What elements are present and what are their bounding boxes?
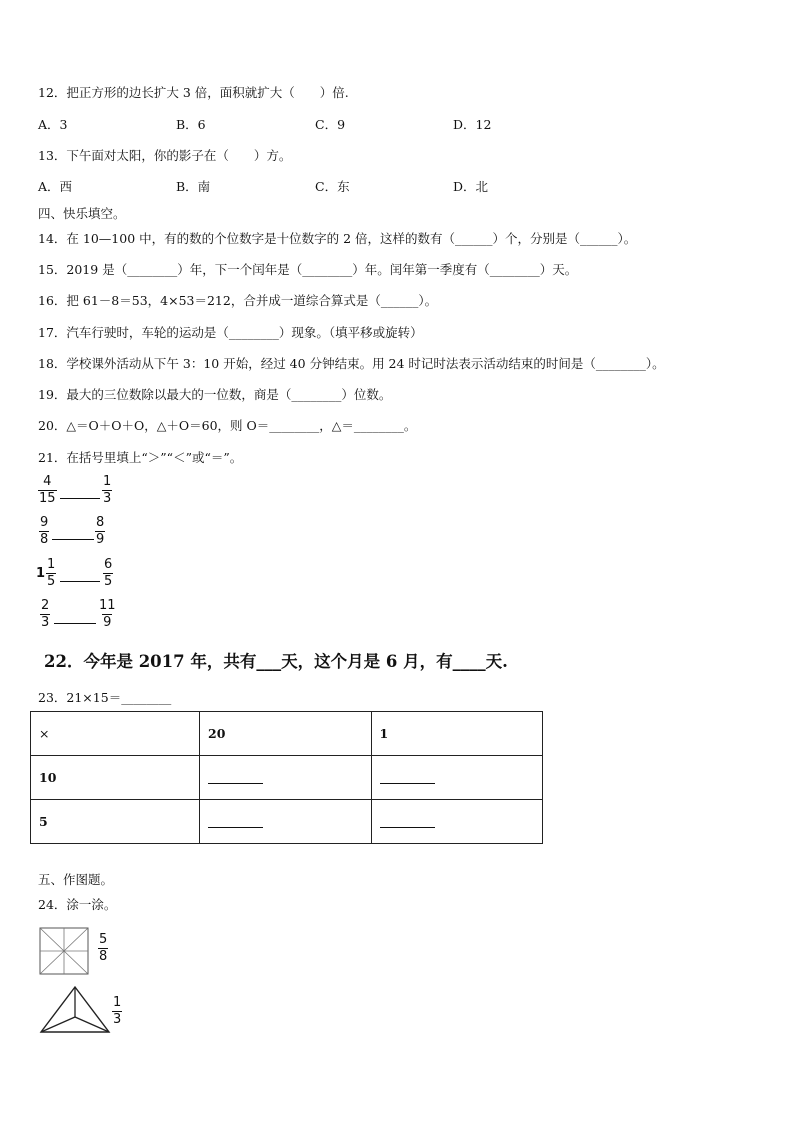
option-d[interactable]: D．12 (453, 117, 492, 132)
numerator: 4 (43, 474, 52, 489)
fraction (95, 515, 105, 548)
question-13-options (38, 177, 738, 195)
table-cell[interactable] (371, 800, 543, 844)
question-18: 18．学校课外活动从下午 3：10 开始，经过 40 分钟结束。用 24 时记时法表示活动结束的时间是（________）。 (38, 356, 665, 371)
answer-blank[interactable] (208, 827, 263, 828)
divided-square-figure[interactable] (39, 927, 89, 975)
fraction (40, 598, 50, 631)
question-17: 17．汽车行驶时，车轮的运动是（________）现象。（填平移或旋转） (38, 325, 423, 340)
numerator: 8 (96, 515, 105, 530)
answer-blank[interactable] (60, 497, 100, 499)
fraction (39, 515, 49, 548)
option-a[interactable]: A．3 (38, 117, 68, 132)
option-c[interactable]: C．9 (315, 117, 346, 132)
question-15: 15．2019 是（________）年，下一个闰年是（________）年。闰年第一季度有（________）天。 (38, 262, 578, 277)
answer-blank[interactable] (60, 580, 100, 582)
denominator: 15 (39, 491, 56, 506)
denominator: 8 (40, 532, 49, 547)
denominator: 3 (41, 615, 50, 630)
answer-blank[interactable] (208, 783, 263, 784)
answer-blank[interactable] (380, 783, 435, 784)
fraction (46, 557, 56, 590)
question-12: 12．把正方形的边长扩大 3 倍，面积就扩大（ ）倍. (38, 85, 349, 100)
fraction (38, 474, 57, 507)
table-cell: 10 (31, 756, 200, 800)
numerator: 1 (103, 474, 112, 489)
numerator: 1 (47, 557, 56, 572)
section-5-heading: 五、作图题。 (38, 872, 114, 887)
denominator: 9 (103, 615, 112, 630)
question-16: 16．把 61－8＝53，4×53＝212，合并成一道综合算式是（______）。 (38, 293, 438, 308)
whole-number: 1 (36, 566, 46, 581)
multiplication-table (30, 711, 543, 844)
answer-blank[interactable] (54, 622, 96, 624)
fraction (98, 598, 117, 631)
denominator: 9 (96, 532, 105, 547)
section-4-heading: 四、快乐填空。 (38, 206, 126, 221)
table-cell: 5 (31, 800, 200, 844)
table-row (31, 756, 543, 800)
numerator: 6 (104, 557, 113, 572)
fraction (98, 932, 108, 965)
question-14: 14．在 10—100 中，有的数的个位数字是十位数字的 2 倍，这样的数有（______）个，分别是（______）。 (38, 231, 637, 246)
denominator: 5 (47, 574, 56, 589)
question-19: 19．最大的三位数除以最大的一位数，商是（________）位数。 (38, 387, 392, 402)
denominator: 8 (99, 949, 108, 964)
table-cell: 1 (371, 712, 543, 756)
table-cell[interactable] (200, 800, 371, 844)
fraction (102, 474, 112, 507)
table-cell: × (31, 712, 200, 756)
option-b[interactable]: B．6 (176, 117, 206, 132)
option-a[interactable]: A．西 (38, 179, 73, 194)
question-21: 21．在括号里填上“＞”“＜”或“＝”。 (38, 450, 243, 465)
fraction (103, 557, 113, 590)
numerator: 9 (40, 515, 49, 530)
answer-blank[interactable] (380, 827, 435, 828)
question-23: 23．21×15＝________ (38, 690, 172, 705)
question-13: 13．下午面对太阳，你的影子在（ ）方。 (38, 148, 292, 163)
question-22: 22．今年是 2017 年，共有___天，这个月是 6 月，有____天. (44, 652, 508, 671)
divided-triangle-figure[interactable] (39, 985, 111, 1035)
denominator: 3 (113, 1012, 122, 1027)
numerator: 11 (99, 598, 116, 613)
table-row (31, 800, 543, 844)
answer-blank[interactable] (52, 538, 94, 540)
option-b[interactable]: B．南 (176, 179, 211, 194)
table-cell[interactable] (371, 756, 543, 800)
numerator: 2 (41, 598, 50, 613)
option-c[interactable]: C．东 (315, 179, 350, 194)
numerator: 1 (113, 995, 122, 1010)
denominator: 3 (103, 491, 112, 506)
numerator: 5 (99, 932, 108, 947)
table-cell[interactable] (200, 756, 371, 800)
table-cell: 20 (200, 712, 371, 756)
table-header-row (31, 712, 543, 756)
question-24: 24．涂一涂。 (38, 897, 117, 912)
question-12-options (38, 115, 738, 133)
denominator: 5 (104, 574, 113, 589)
option-d[interactable]: D．北 (453, 179, 489, 194)
fraction (112, 995, 122, 1028)
question-20: 20．△＝O＋O＋O，△＋O＝60，则 O＝________，△＝________。 (38, 418, 417, 433)
